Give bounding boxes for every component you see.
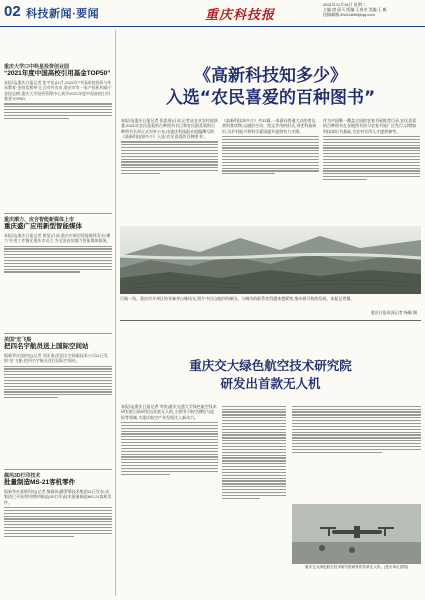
article1-col-2 (222, 118, 319, 176)
article2-headline-line2[interactable]: 研发出首款无人机 (220, 376, 321, 391)
sidebar-title: “2021年度中国高校引用基金TOP50” (4, 70, 111, 77)
sidebar-kicker: 佩玛3D打印技术 (4, 473, 41, 479)
drone-photo-caption: 重庆交大绿色航空技术研究院研发的首款无人机。(受访单位供图) (304, 565, 409, 569)
newspaper-brand: 重庆科技报 (205, 7, 276, 22)
sidebar-kicker: 美国“宏飞船 (4, 337, 32, 343)
article2-col-3 (292, 404, 421, 455)
sidebar-article-3[interactable] (4, 330, 112, 400)
sidebar-body: 据新华社纽约电(记者 刘亚南)美国太空探索技术公司11日发射“龙”飞船,把四名宇航员送往国际空间站。 (4, 353, 108, 364)
photo-credit: 重庆日报资深记者 杨颖 摄 (370, 310, 417, 315)
article1-col-1 (121, 118, 218, 176)
article2-headline-line1[interactable]: 重庆交大绿色航空技术研究院 (189, 358, 352, 373)
sidebar-kicker: 重庆潮力、应合智能新媒体上市 (4, 217, 75, 223)
sidebar-body-continued (4, 246, 112, 273)
article2-body-lines (292, 406, 421, 453)
article1-body-lines (222, 136, 319, 175)
article2-col-1 (121, 404, 218, 477)
email-line: 投稿邮箱:33411698@qq.com (323, 12, 375, 17)
sidebar-article-2[interactable] (4, 210, 112, 274)
column-divider (115, 30, 116, 596)
sidebar-article-4[interactable] (4, 466, 112, 539)
article2-col-2 (222, 404, 286, 501)
sidebar-article-1[interactable] (4, 64, 112, 121)
landscape-photo[interactable] (120, 226, 421, 294)
sidebar-body: 本报讯(重庆日报记者 黄某)日前,重庆市新型智能媒体发布“潮力”应用工作链在重庆市设立,为全国首款潮力智能媒体服务。 (4, 233, 111, 244)
sidebar-body-continued (4, 507, 112, 537)
drone-photo[interactable] (292, 504, 421, 564)
sidebar-column (4, 28, 112, 596)
sidebar-body: 据新华社莫斯科电(记者 黎藤伟)俄罗斯技术集团11日宣布,该集团已开始利用增材制造(3D打印)技术批量制造MS-21客机零件。 (4, 489, 112, 505)
sidebar-body-continued (4, 103, 112, 119)
article1-col-3 (323, 118, 420, 182)
divider (4, 333, 112, 334)
article1-col2-text: 《高新科技知多少》共33篇,一本面向普通大众的普及类科普读物,以通俗生动、图文并茂的形式,讲述科技知识,为乡村振兴和科学素质提升提供有力支撑。 (222, 118, 317, 134)
mountain-terrace-image (120, 226, 421, 294)
divider (4, 469, 112, 470)
sidebar-kicker: 重庆大学口中科星投资创业园 (4, 64, 70, 70)
date-line: 2021年11月16日 星期二 (323, 2, 366, 7)
article1-col3-text: 作为中国唯一覆盖全国的农家书屋推荐目录,农民喜爱的百种图书在各地图书馆与农家书屋广泛发行,以增加科技知识为基础,为农村实用人才提供参考。 (323, 118, 417, 134)
article2-lead: 本报讯(重庆日报记者 李涛)重庆交通大学绿色航空技术研究院日前研发出首款无人机,主要用于航空测绘与巡检等领域,为重庆航空产业发展注入新动力。 (121, 404, 217, 420)
section-divider (120, 320, 421, 321)
article2-body-lines (121, 422, 218, 475)
sidebar-body: 本报讯(重庆日报记者 张宇佳)11月,2021年“中国高校投资与传承教育·金投奖榜单”正式对外发布,重庆市有一家产投机构载于金投总榜,重庆大学投资管理中心获评2021年度中国高校引用基金TOP50。 (4, 80, 112, 102)
editor-line: 主编:唐 邱天 版编:王春芳 美编:王 帆 (323, 7, 387, 12)
article1-body-lines (323, 136, 420, 180)
article1-headline-line1[interactable]: 《高新科技知多少》 (194, 66, 347, 86)
page-header (0, 0, 425, 27)
divider (4, 213, 112, 214)
sidebar-title: 把四名宇航员送上国际空间站 (4, 343, 89, 350)
sidebar-title: 批量制造MS-21客机零件 (4, 479, 76, 486)
issue-meta (323, 2, 421, 17)
sidebar-title: 重庆盛广应用新型智能媒体 (4, 223, 82, 230)
page-number: 02 (4, 3, 21, 20)
article1-headline-line2[interactable]: 入选“农民喜爱的百种图书” (165, 88, 376, 108)
photo-caption: 百瑞一角。重庆市开州区的亚麻芽山脉风光,图片中沿山地形的梯田。与城市的联系变得越来越紧密,推动着可持续发展。本报记者摄。 (120, 296, 355, 301)
article1-lead: 本报讯(重庆日报记者 张思瑶)日前,记者从农业农村部获悉,2021年农民喜爱的百种图书书目和农民最喜爱的百种图书名单正式对外公布,由重庆科技报社组编撰写的《高新科技知多少》入选“农民喜爱的百种图书”。 (121, 118, 218, 140)
article2-body-lines (222, 406, 286, 499)
page-name: 科技新闻·要闻 (26, 8, 100, 20)
sidebar-body-continued (4, 366, 112, 399)
drone-image (292, 504, 421, 564)
article1-body-lines (121, 141, 218, 174)
